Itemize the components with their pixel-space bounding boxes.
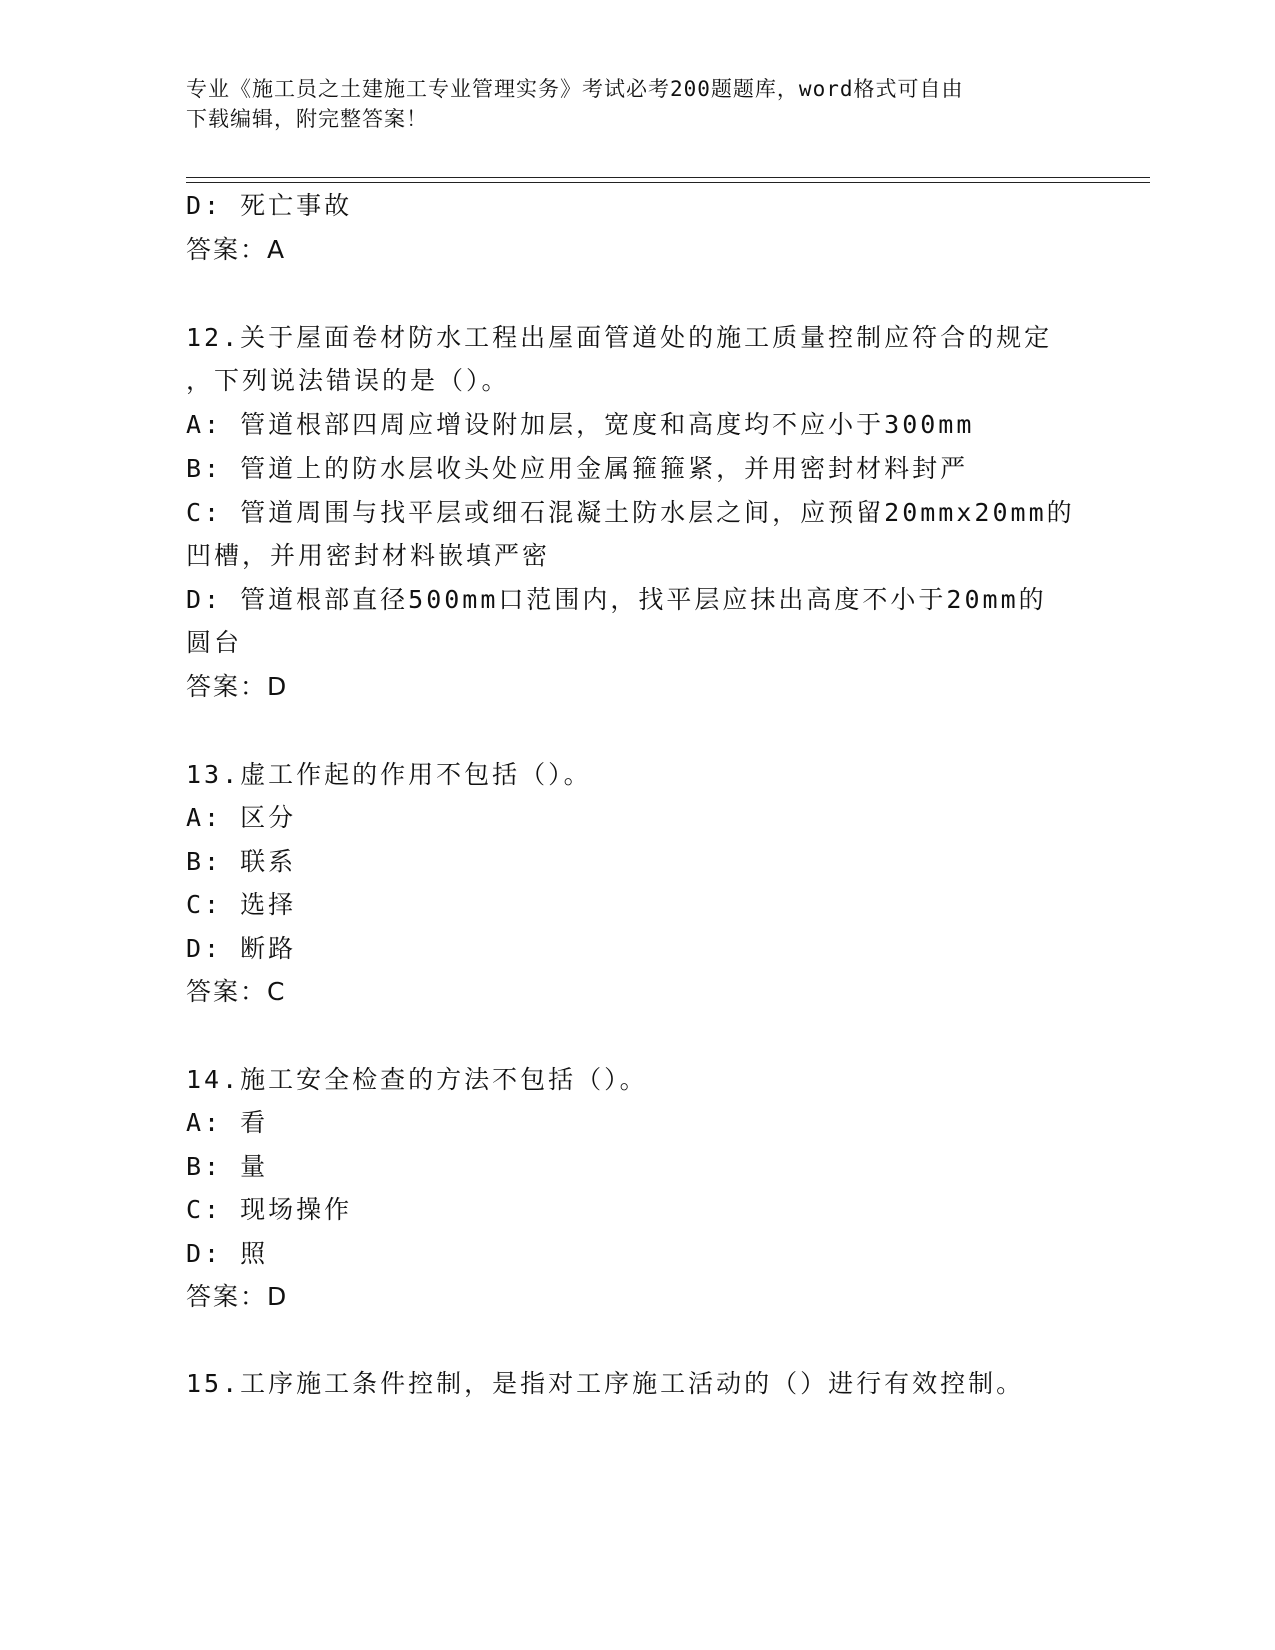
q14-option-d: D: 照 xyxy=(186,1239,269,1268)
q12-option-d-line-2: 圆台 xyxy=(186,628,243,657)
header-line-2: 下载编辑，附完整答案！ xyxy=(186,107,428,131)
q12-option-a: A: 管道根部四周应增设附加层，宽度和高度均不应小于300mm xyxy=(186,410,975,439)
q15-question: 15.工序施工条件控制，是指对工序施工活动的（）进行有效控制。 xyxy=(186,1369,1025,1398)
q14-question: 14.施工安全检查的方法不包括（）。 xyxy=(186,1065,648,1094)
header-divider-top xyxy=(186,177,1150,178)
q12-option-c-line-2: 凹槽，并用密封材料嵌填严密 xyxy=(186,541,551,570)
q12-option-d-line-1: D: 管道根部直径500mm口范围内，找平层应抹出高度不小于20mm的 xyxy=(186,585,1047,614)
document-header xyxy=(186,74,1066,134)
q11-option-d: D: 死亡事故 xyxy=(186,191,353,220)
q13-option-b: B: 联系 xyxy=(186,847,297,876)
header-divider-bottom xyxy=(186,182,1150,183)
q11-answer: 答案：A xyxy=(186,235,287,264)
q12-answer: 答案：D xyxy=(186,672,289,701)
q13-answer: 答案：C xyxy=(186,977,287,1006)
q14-option-b: B: 量 xyxy=(186,1152,269,1181)
q14-option-c: C: 现场操作 xyxy=(186,1195,353,1224)
header-line-1: 专业《施工员之土建施工专业管理实务》考试必考200题题库，word格式可自由 xyxy=(186,77,964,101)
q13-option-a: A: 区分 xyxy=(186,803,297,832)
q13-option-d: D: 断路 xyxy=(186,934,297,963)
q13-question: 13.虚工作起的作用不包括（）。 xyxy=(186,760,592,789)
q13-option-c: C: 选择 xyxy=(186,890,297,919)
q12-question-line-2: ，下列说法错误的是（）。 xyxy=(186,366,510,395)
q14-answer: 答案：D xyxy=(186,1282,289,1311)
q14-option-a: A: 看 xyxy=(186,1108,269,1137)
q12-question-line-1: 12.关于屋面卷材防水工程出屋面管道处的施工质量控制应符合的规定 xyxy=(186,323,1053,352)
q12-option-c-line-1: C: 管道周围与找平层或细石混凝土防水层之间，应预留20mmx20mm的 xyxy=(186,498,1075,527)
q12-option-b: B: 管道上的防水层收头处应用金属箍箍紧，并用密封材料封严 xyxy=(186,454,969,483)
